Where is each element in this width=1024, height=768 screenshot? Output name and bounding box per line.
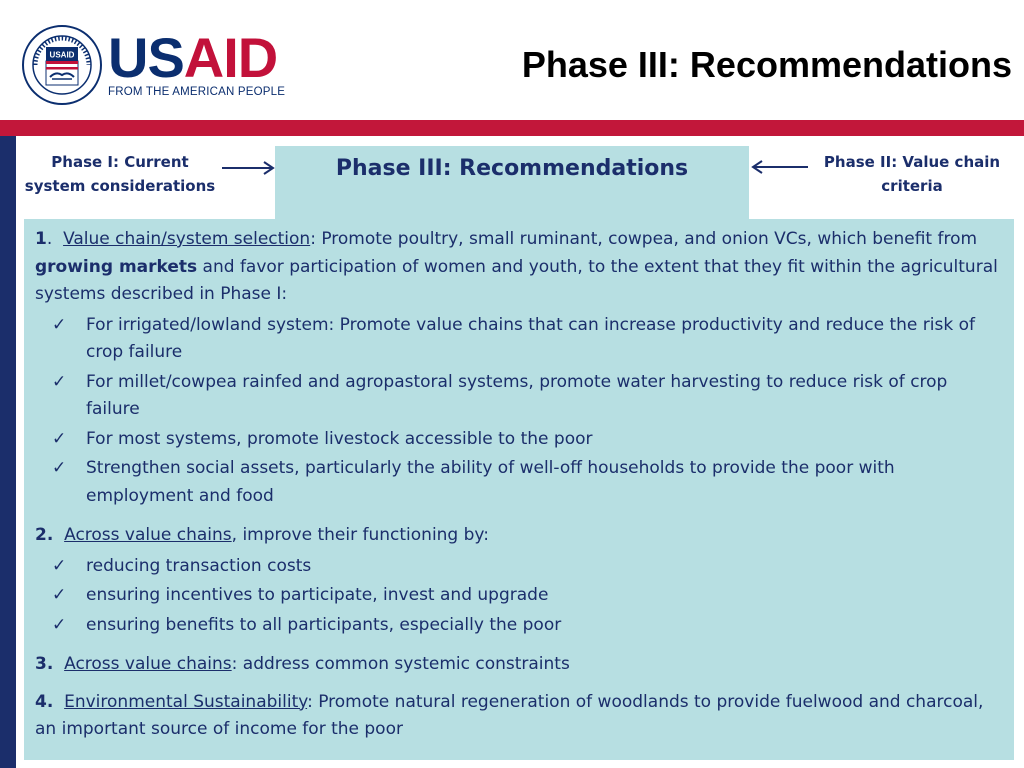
section-4-text: : Promote natural regeneration of woodlands to provide fuelwood and charcoal, an important source of income for the poor [35,691,984,739]
checkmark-icon: ✓ [52,585,67,605]
section-1-heading: Value chain/system selection [63,229,311,249]
checkmark-icon: ✓ [52,555,67,576]
section-2 [35,522,1000,550]
phase-2-label: Phase II: Value chain criteria [823,153,1001,195]
left-accent-bar [0,136,16,768]
list-item [35,369,1000,424]
section-1: 1. Value chain/system selection: Promote poultry, small ruminant, cowpea, and onion VCs, which benefit from growing markets and favor participation of women and youth, to the extent that they fit within the agricultural systems described in Phase I: [35,229,998,304]
wordmark-aid: AID [183,26,278,89]
wordmark-us: US [108,26,184,89]
section-3 [35,651,1000,679]
slide-title: Phase III: Recommendations [521,44,1012,85]
bullet-text: ensuring benefits to all participants, especially the poor [86,614,562,635]
section-4 [35,689,1000,744]
section-3-text: : address common systemic constraints [231,654,570,674]
slide-header [0,0,1024,120]
list-item [35,426,1000,454]
list-item [35,612,1000,640]
list-item [35,312,1000,367]
section-1-bullets [35,312,1000,511]
bullet-text: For irrigated/lowland system: Promote value chains that can increase productivity and reduce the risk of crop failure [86,314,975,362]
section-1-bold: growing markets [35,256,198,277]
recommendations-panel [24,219,1014,760]
checkmark-icon: ✓ [52,428,67,449]
checkmark-icon: ✓ [52,314,67,335]
list-item [35,582,1000,610]
section-2-text: , improve their functioning by: [231,525,489,545]
usaid-wordmark [108,26,298,100]
arrow-left-icon [748,157,810,177]
phase-1-label: Phase I: Current system considerations [24,153,216,195]
arrow-right-icon [220,158,278,178]
section-2-bullets [35,553,1000,640]
section-1-number: 1 [35,229,47,249]
checkmark-icon: ✓ [52,614,67,635]
usaid-seal-icon [22,25,102,105]
checkmark-icon: ✓ [52,458,67,478]
section-1-text-a: : Promote poultry, small ruminant, cowpea, and onion VCs, which benefit from [310,229,978,249]
bullet-text: Strengthen social assets, particularly the ability of well-off households to provide the poor with employment and food [86,458,895,506]
phase-3-tab-title: Phase III: Recommendations [335,156,689,181]
svg-text:USAID: USAID [49,50,75,60]
header-divider-band [0,120,1024,136]
phase-3-tab [275,146,749,222]
checkmark-icon: ✓ [52,371,67,392]
section-2-number: 2. [35,525,54,545]
section-3-number: 3. [35,654,54,674]
section-2-heading: Across value chains [64,525,232,545]
list-item [35,553,1000,581]
bullet-text: For millet/cowpea rainfed and agropastoral systems, promote water harvesting to reduce risk of crop failure [86,371,948,419]
section-4-heading: Environmental Sustainability [64,691,308,712]
bullet-text: reducing transaction costs [86,555,312,576]
bullet-text: For most systems, promote livestock accessible to the poor [86,428,593,449]
section-4-number: 4. [35,691,54,712]
bullet-text: ensuring incentives to participate, invest and upgrade [86,585,549,605]
section-3-heading: Across value chains [64,654,232,674]
section-1-text-b: and favor participation of women and youth, to the extent that they fit within the agricultural systems described in Phase I: [35,256,998,304]
list-item [35,455,1000,510]
wordmark-tagline: FROM THE AMERICAN PEOPLE [108,86,286,98]
